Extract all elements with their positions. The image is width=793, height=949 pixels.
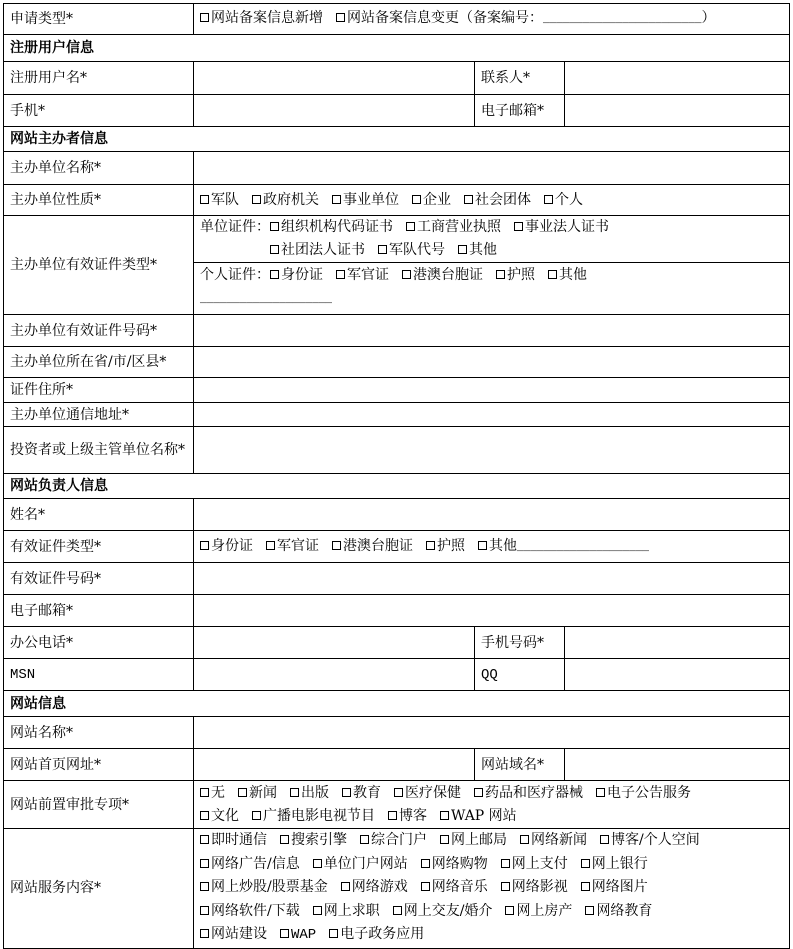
checkbox-icon: [440, 811, 449, 820]
service-options: [194, 829, 790, 949]
mail-address-field[interactable]: [194, 403, 790, 427]
section-website: 网站信息: [4, 691, 790, 717]
service-option[interactable]: 网上邮局: [440, 832, 507, 848]
service-option[interactable]: 网络教育: [585, 903, 652, 919]
row-application-type: [4, 4, 790, 35]
checkbox-icon: [544, 195, 553, 204]
approval-option[interactable]: 药品和医疗器械: [474, 785, 583, 801]
checkbox-icon: [238, 788, 247, 797]
service-option[interactable]: 即时通信: [200, 832, 267, 848]
personal-cert-option[interactable]: 港澳台胞证: [402, 267, 483, 283]
row-approval: [4, 781, 790, 829]
service-option[interactable]: 网络新闻: [520, 832, 587, 848]
sponsor-nature-options: [194, 185, 790, 216]
option-change[interactable]: 网站备案信息变更（备案编号：: [336, 10, 543, 26]
checkbox-icon: [514, 222, 523, 231]
checkbox-icon: [406, 222, 415, 231]
checkbox-icon: [388, 811, 397, 820]
owner-cert-number-label: 有效证件号码*: [4, 563, 194, 595]
service-option[interactable]: 综合门户: [360, 832, 427, 848]
checkbox-icon: [360, 835, 369, 844]
approval-option[interactable]: 广播电影电视节目: [252, 808, 375, 824]
checkbox-icon: [440, 835, 449, 844]
section-owner: 网站负责人信息: [4, 474, 790, 499]
investor-label: 投资者或上级主管单位名称*: [4, 427, 194, 474]
service-option[interactable]: 网络影视: [501, 879, 568, 895]
row-owner-phone: [4, 627, 790, 659]
approval-option[interactable]: 医疗保健: [394, 785, 461, 801]
checkbox-icon: [200, 906, 209, 915]
row-owner-cert-number: [4, 563, 790, 595]
homepage-label: 网站首页网址*: [4, 749, 194, 781]
unit-cert-group: 单位证件： 组织机构代码证书 工商营业执照 事业法人证书 社团法人证书 军队代号 其他: [194, 216, 789, 263]
row-sponsor-region: [4, 347, 790, 378]
checkbox-icon: [200, 929, 209, 938]
approval-options: [194, 781, 790, 829]
checkbox-icon: [478, 541, 487, 550]
homepage-field[interactable]: [194, 749, 475, 781]
application-type-label: 申请类型*: [4, 4, 194, 35]
checkbox-icon: [600, 835, 609, 844]
checkbox-icon: [200, 859, 209, 868]
cert-address-label: 证件住所*: [4, 378, 194, 403]
service-option[interactable]: 电子政务应用: [329, 926, 424, 942]
checkbox-icon: [336, 270, 345, 279]
checkbox-icon: [596, 788, 605, 797]
service-option[interactable]: 博客/个人空间: [600, 832, 700, 848]
username-label: 注册用户名*: [4, 62, 194, 95]
sponsor-cert-type-label: 主办单位有效证件类型*: [4, 216, 194, 315]
service-option[interactable]: 网上求职: [313, 903, 380, 919]
row-site-name: [4, 717, 790, 749]
service-option[interactable]: 网络软件/下载: [200, 903, 300, 919]
approval-option[interactable]: 文化: [200, 808, 239, 824]
row-owner-cert-type: [4, 531, 790, 563]
checkbox-icon: [520, 835, 529, 844]
checkbox-icon: [290, 788, 299, 797]
filing-form: [3, 3, 790, 949]
owner-email-field[interactable]: [194, 595, 790, 627]
sponsor-region-label: 主办单位所在省/市/区县*: [4, 347, 194, 378]
filing-number-blank[interactable]: ________________________: [543, 14, 702, 26]
unit-cert-option[interactable]: 其他: [458, 242, 497, 258]
mobile-field[interactable]: [565, 627, 790, 659]
personal-cert-group: 个人证件： 身份证 军官证 港澳台胞证 护照 其他 ____________________: [194, 263, 789, 314]
option-new[interactable]: 网站备案信息新增: [200, 10, 323, 26]
personal-cert-option[interactable]: 护照: [496, 267, 535, 283]
service-option[interactable]: 网站建设: [200, 926, 267, 942]
checkbox-icon: [412, 195, 421, 204]
checkbox-icon: [421, 859, 430, 868]
owner-cert-option[interactable]: 军官证: [266, 538, 319, 554]
row-sponsor-name: [4, 152, 790, 185]
checkbox-icon: [581, 859, 590, 868]
checkbox-icon: [313, 859, 322, 868]
email-label: 电子邮箱*: [475, 95, 565, 127]
qq-label: QQ: [475, 659, 565, 691]
row-owner-email: [4, 595, 790, 627]
checkbox-icon: [200, 788, 209, 797]
checkbox-icon: [342, 788, 351, 797]
approval-option[interactable]: 新闻: [238, 785, 277, 801]
checkbox-icon: [585, 906, 594, 915]
service-option[interactable]: 网上支付: [501, 856, 568, 872]
checkbox-icon: [200, 195, 209, 204]
row-investor: [4, 427, 790, 474]
checkbox-icon: [313, 906, 322, 915]
investor-field[interactable]: [194, 427, 790, 474]
row-sponsor-cert-number: [4, 315, 790, 347]
service-option[interactable]: 网络购物: [421, 856, 488, 872]
unit-cert-option[interactable]: 军队代号: [378, 242, 445, 258]
checkbox-icon: [341, 882, 350, 891]
checkbox-icon: [394, 788, 403, 797]
checkbox-icon: [266, 541, 275, 550]
checkbox-icon: [501, 859, 510, 868]
service-option[interactable]: 网络游戏: [341, 879, 408, 895]
mobile-label: 手机号码*: [475, 627, 565, 659]
checkbox-icon: [378, 245, 387, 254]
service-option[interactable]: 网上银行: [581, 856, 648, 872]
contact-field[interactable]: [565, 62, 790, 95]
checkbox-icon: [329, 929, 338, 938]
approval-option[interactable]: 博客: [388, 808, 427, 824]
checkbox-icon: [426, 541, 435, 550]
cert-address-field[interactable]: [194, 378, 790, 403]
checkbox-icon: [270, 245, 279, 254]
approval-label: 网站前置审批专项*: [4, 781, 194, 829]
checkbox-icon: [458, 245, 467, 254]
checkbox-icon: [393, 906, 402, 915]
domain-label: 网站域名*: [475, 749, 565, 781]
phone-label: 手机*: [4, 95, 194, 127]
unit-cert-option[interactable]: 社团法人证书: [270, 242, 365, 258]
approval-option[interactable]: 出版: [290, 785, 329, 801]
approval-option[interactable]: WAP 网站: [440, 808, 517, 824]
service-option[interactable]: 搜索引擎: [280, 832, 347, 848]
msn-label: MSN: [4, 659, 194, 691]
approval-option[interactable]: 教育: [342, 785, 381, 801]
section-sponsor: 网站主办者信息: [4, 127, 790, 152]
row-service: [4, 829, 790, 949]
checkbox-icon: [336, 13, 345, 22]
sponsor-region-field[interactable]: [194, 347, 790, 378]
checkbox-icon: [200, 541, 209, 550]
checkbox-icon: [270, 270, 279, 279]
checkbox-icon: [332, 195, 341, 204]
personal-cert-option[interactable]: 军官证: [336, 267, 389, 283]
row-owner-name: [4, 499, 790, 531]
owner-name-field[interactable]: [194, 499, 790, 531]
approval-option[interactable]: 无: [200, 785, 225, 801]
domain-field[interactable]: [565, 749, 790, 781]
unit-cert-option[interactable]: 工商营业执照: [406, 219, 501, 235]
owner-email-label: 电子邮箱*: [4, 595, 194, 627]
service-option[interactable]: WAP: [280, 926, 316, 942]
section-registered-user: 注册用户信息: [4, 35, 790, 62]
phone-field[interactable]: [194, 95, 475, 127]
row-owner-im: [4, 659, 790, 691]
row-sponsor-cert-type: [4, 216, 790, 315]
sponsor-cert-number-label: 主办单位有效证件号码*: [4, 315, 194, 347]
checkbox-icon: [505, 906, 514, 915]
nature-option[interactable]: 事业单位: [332, 192, 399, 208]
service-option[interactable]: 网络广告/信息: [200, 856, 300, 872]
owner-cert-option[interactable]: 港澳台胞证: [332, 538, 413, 554]
msn-field[interactable]: [194, 659, 475, 691]
checkbox-icon: [200, 811, 209, 820]
row-cert-address: [4, 378, 790, 403]
checkbox-icon: [474, 788, 483, 797]
checkbox-icon: [200, 882, 209, 891]
checkbox-icon: [548, 270, 557, 279]
username-field[interactable]: [194, 62, 475, 95]
owner-cert-type-options: [194, 531, 790, 563]
personal-cert-option[interactable]: 其他: [548, 267, 587, 283]
checkbox-icon: [280, 929, 289, 938]
nature-option[interactable]: 军队: [200, 192, 239, 208]
personal-other-blank[interactable]: ____________________: [200, 294, 333, 306]
checkbox-icon: [200, 13, 209, 22]
owner-cert-option[interactable]: 身份证: [200, 538, 253, 554]
row-phone: [4, 95, 790, 127]
service-option[interactable]: 网上炒股/股票基金: [200, 879, 328, 895]
sponsor-cert-number-field[interactable]: [194, 315, 790, 347]
checkbox-icon: [402, 270, 411, 279]
contact-label: 联系人*: [475, 62, 565, 95]
checkbox-icon: [464, 195, 473, 204]
service-option[interactable]: 网上房产: [505, 903, 572, 919]
mail-address-label: 主办单位通信地址*: [4, 403, 194, 427]
office-phone-label: 办公电话*: [4, 627, 194, 659]
checkbox-icon: [501, 882, 510, 891]
application-type-options: 网站备案信息新增 网站备案信息变更（备案编号：________________________）: [194, 4, 790, 35]
sponsor-cert-type-options: [194, 216, 790, 315]
owner-cert-type-label: 有效证件类型*: [4, 531, 194, 563]
checkbox-icon: [252, 811, 261, 820]
checkbox-icon: [496, 270, 505, 279]
row-username: [4, 62, 790, 95]
qq-field[interactable]: [565, 659, 790, 691]
owner-cert-number-field[interactable]: [194, 563, 790, 595]
checkbox-icon: [200, 835, 209, 844]
checkbox-icon: [252, 195, 261, 204]
owner-cert-other[interactable]: 其他: [478, 538, 517, 554]
personal-cert-option[interactable]: 身份证: [270, 267, 323, 283]
owner-cert-other-blank[interactable]: ____________________: [517, 541, 650, 554]
checkbox-icon: [280, 835, 289, 844]
row-site-url: [4, 749, 790, 781]
unit-cert-option[interactable]: 事业法人证书: [514, 219, 609, 235]
site-name-field[interactable]: [194, 717, 790, 749]
service-option[interactable]: 网络音乐: [421, 879, 488, 895]
nature-option[interactable]: 社会团体: [464, 192, 531, 208]
checkbox-icon: [332, 541, 341, 550]
sponsor-name-field[interactable]: [194, 152, 790, 185]
owner-cert-option[interactable]: 护照: [426, 538, 465, 554]
row-mail-address: [4, 403, 790, 427]
sponsor-nature-label: 主办单位性质*: [4, 185, 194, 216]
sponsor-name-label: 主办单位名称*: [4, 152, 194, 185]
nature-option[interactable]: 企业: [412, 192, 451, 208]
checkbox-icon: [421, 882, 430, 891]
service-option[interactable]: 网上交友/婚介: [393, 903, 493, 919]
email-field[interactable]: [565, 95, 790, 127]
checkbox-icon: [581, 882, 590, 891]
service-option[interactable]: 网络图片: [581, 879, 648, 895]
office-phone-field[interactable]: [194, 627, 475, 659]
nature-option[interactable]: 个人: [544, 192, 583, 208]
owner-name-label: 姓名*: [4, 499, 194, 531]
nature-option[interactable]: 政府机关: [252, 192, 319, 208]
row-sponsor-nature: [4, 185, 790, 216]
approval-option[interactable]: 电子公告服务: [596, 785, 691, 801]
checkbox-icon: [270, 222, 279, 231]
service-label: 网站服务内容*: [4, 829, 194, 949]
site-name-label: 网站名称*: [4, 717, 194, 749]
service-option[interactable]: 单位门户网站: [313, 856, 408, 872]
unit-cert-option[interactable]: 组织机构代码证书: [270, 219, 393, 235]
